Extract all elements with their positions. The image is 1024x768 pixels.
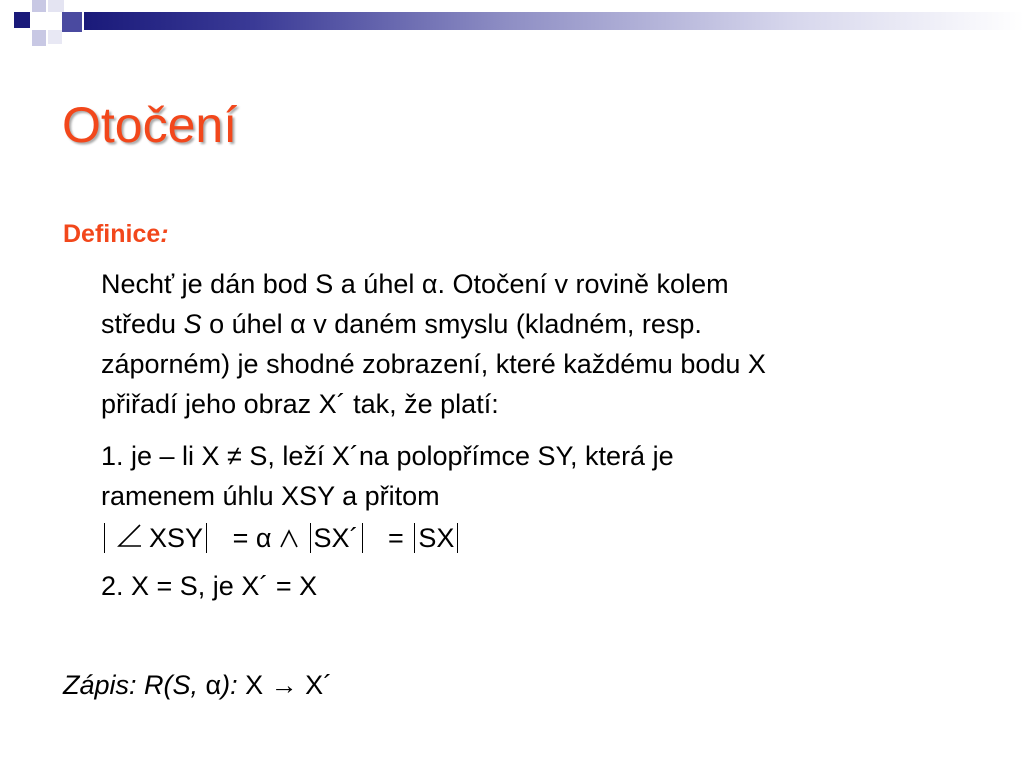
definition-line: přiřadí jeho obraz X´ tak, že platí:	[101, 389, 499, 419]
notation-mapping: X → X´	[245, 670, 333, 700]
center-point-symbol: S	[183, 309, 202, 339]
decor-square	[62, 12, 82, 32]
definition-line: záporném) je shodné zobrazení, které každému bodu X	[101, 349, 766, 379]
abs-bar-right	[457, 523, 458, 553]
notation-alpha: α	[205, 670, 222, 700]
condition-1-line: ramenem úhlu XSY a přitom	[101, 481, 440, 511]
decor-square	[48, 0, 64, 12]
abs-bar-left	[104, 523, 105, 553]
condition-2: 2. X = S, je X´ = X	[101, 571, 318, 601]
segment-image: SX´	[313, 523, 359, 553]
definition-line2-prefix: středu	[101, 309, 177, 339]
definition-text	[101, 264, 981, 424]
header-gradient-bar	[84, 12, 1024, 30]
angle-name: XSY	[149, 523, 204, 553]
condition-1-line: 1. je – li X ≠ S, leží X´na polopřímce SY, která je	[101, 441, 674, 471]
decor-square	[14, 12, 30, 28]
definition-line: Nechť je dán bod S a úhel α. Otočení v rovině kolem	[101, 269, 729, 299]
definition-line	[101, 304, 981, 344]
angle-icon	[116, 520, 142, 560]
definition-label-colon: :	[160, 220, 169, 248]
definition-label	[63, 220, 169, 249]
decor-square	[32, 0, 46, 12]
definition-line2-rest: o úhel α v daném smyslu (kladném, resp.	[209, 309, 702, 339]
header-decoration	[0, 0, 1024, 46]
segment-original: SX	[418, 523, 455, 553]
decor-square	[32, 30, 46, 46]
decor-square	[48, 30, 62, 44]
notation-suffix: ):	[221, 670, 238, 700]
abs-bar-left	[414, 523, 415, 553]
slide-title: Otočení	[62, 97, 238, 153]
angle-equality-formula	[101, 518, 461, 558]
definition-label-text: Definice	[63, 220, 161, 248]
abs-bar-right	[362, 523, 363, 553]
equals-sign: =	[388, 523, 404, 553]
logical-and-icon	[279, 520, 299, 560]
notation-prefix: Zápis: R(S,	[63, 670, 199, 700]
abs-bar-right	[206, 523, 207, 553]
notation	[63, 665, 332, 705]
equals-alpha: = α	[232, 523, 272, 553]
abs-bar-left	[310, 523, 311, 553]
condition-1	[101, 436, 981, 516]
